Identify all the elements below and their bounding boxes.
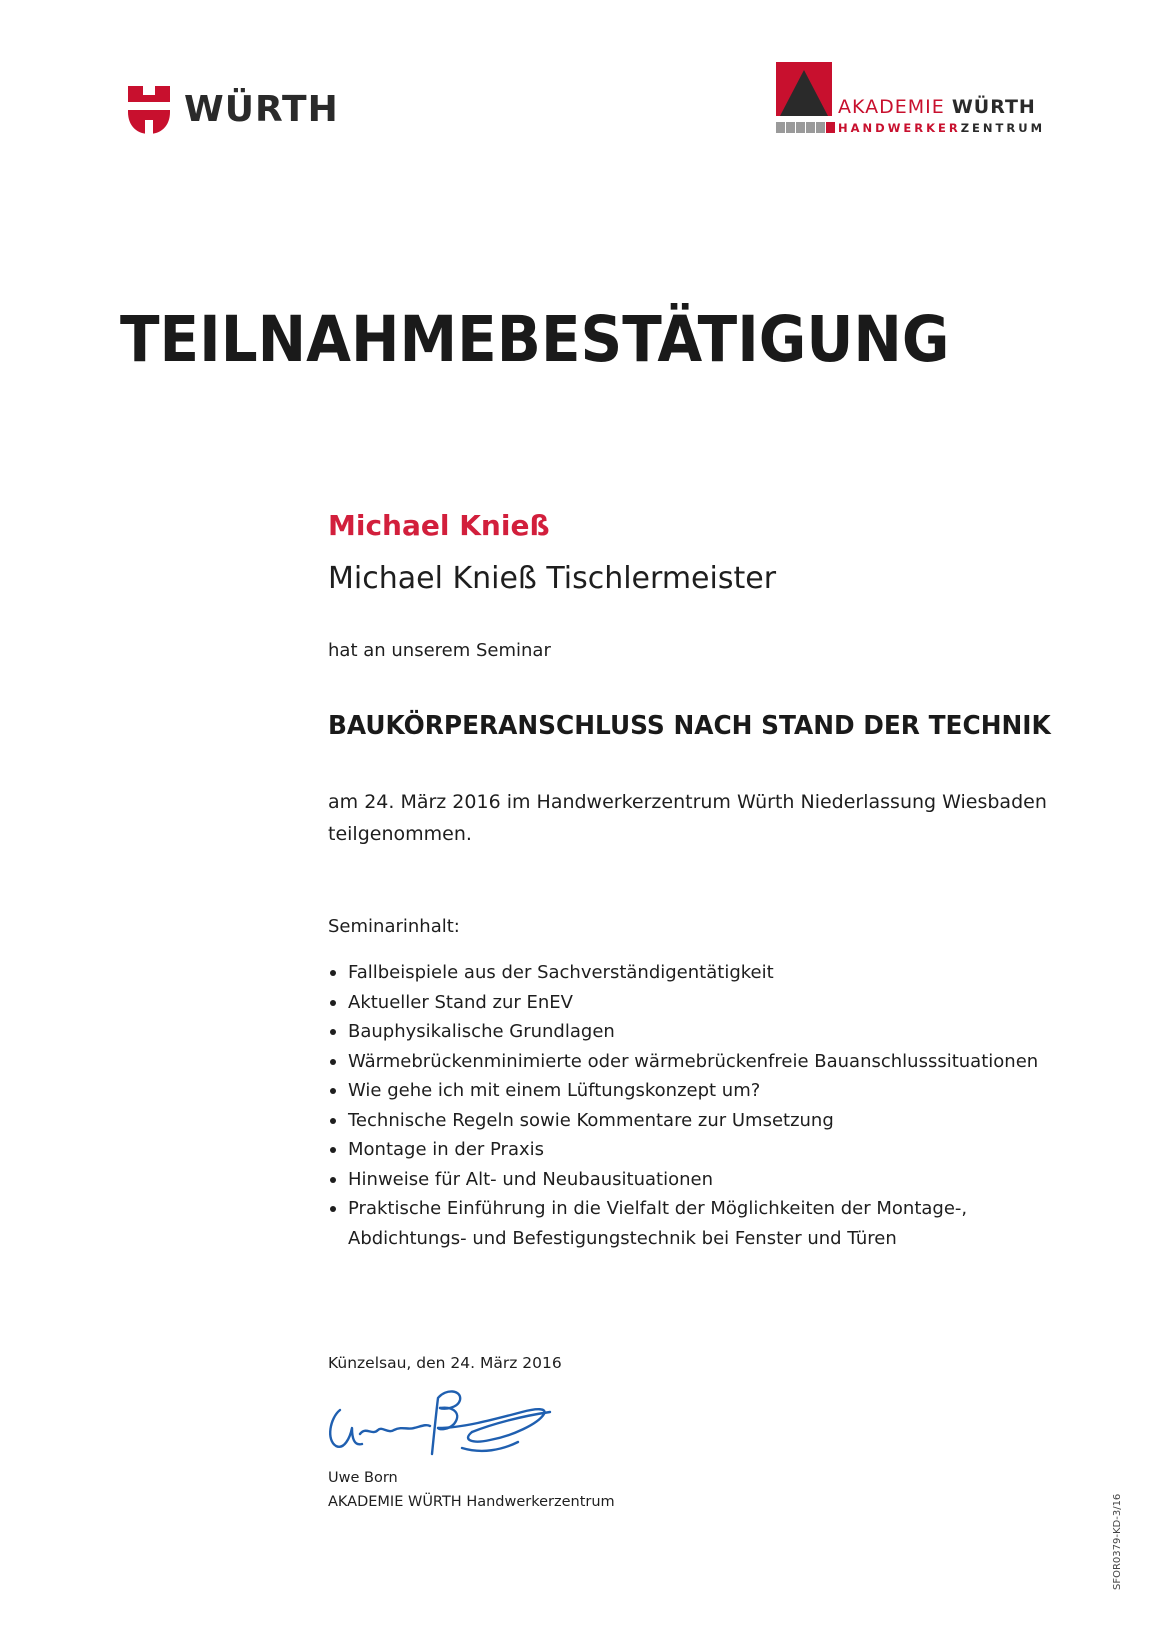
handwritten-signature [322,1384,582,1464]
wurth-crown-icon [126,84,172,136]
list-item: Montage in der Praxis [328,1135,1088,1165]
list-item: Hinweise für Alt- und Neubausituationen [328,1165,1088,1195]
signer-organization: AKADEMIE WÜRTH Handwerkerzentrum [328,1494,615,1510]
list-item: Bauphysikalische Grundlagen [328,1017,1088,1047]
date-location-text [328,786,1048,850]
list-item: Aktueller Stand zur EnEV [328,988,1088,1018]
zentrum-word: ZENTRUM [960,121,1046,135]
akademie-word: AKADEMIE [838,96,945,118]
date-location-line-2: teilgenommen. [328,823,472,845]
akademie-bars [776,121,836,135]
list-item: Wie gehe ich mit einem Lüftungskonzept um? [328,1076,1088,1106]
akademie-logo-line1 [838,96,1036,118]
list-item: Wärmebrückenminimierte oder wärmebrückenfreie Bauanschlusssituationen [328,1047,1088,1077]
list-item-line-2: Abdichtungs- und Befestigungstechnik bei Fenster und Türen [348,1227,897,1249]
form-code: SFOR0379-KD-3/16 [1112,1493,1123,1590]
content-list [328,958,1088,1253]
wurth-logo [126,84,366,140]
date-location-line-1: am 24. März 2016 im Handwerkerzentrum Würth Niederlassung Wiesbaden [328,791,1047,813]
seminar-title: BAUKÖRPERANSCHLUSS NACH STAND DER TECHNIK [328,711,1051,741]
list-item [328,1194,1088,1253]
place-date: Künzelsau, den 24. März 2016 [328,1354,562,1372]
list-item: Fallbeispiele aus der Sachverständigentätigkeit [328,958,1088,988]
wurth-wordmark: WÜRTH [184,89,339,130]
handwerker-word: HANDWERKER [838,121,961,135]
akademie-triangle-icon [776,62,832,116]
participant-company: Michael Knieß Tischlermeister [328,561,777,596]
list-item-line-1: Praktische Einführung in die Vielfalt der Möglichkeiten der Montage-, [348,1198,968,1219]
akademie-wurth-logo [776,62,1046,142]
intro-text: hat an unserem Seminar [328,640,551,661]
akademie-wurth-word: WÜRTH [951,96,1036,118]
content-heading: Seminarinhalt: [328,916,460,937]
participant-name: Michael Knieß [328,509,550,542]
list-item: Technische Regeln sowie Kommentare zur Umsetzung [328,1106,1088,1136]
certificate-title: TEILNAHMEBESTÄTIGUNG [120,303,950,376]
signer-name: Uwe Born [328,1470,398,1486]
akademie-logo-line2 [776,121,1045,135]
